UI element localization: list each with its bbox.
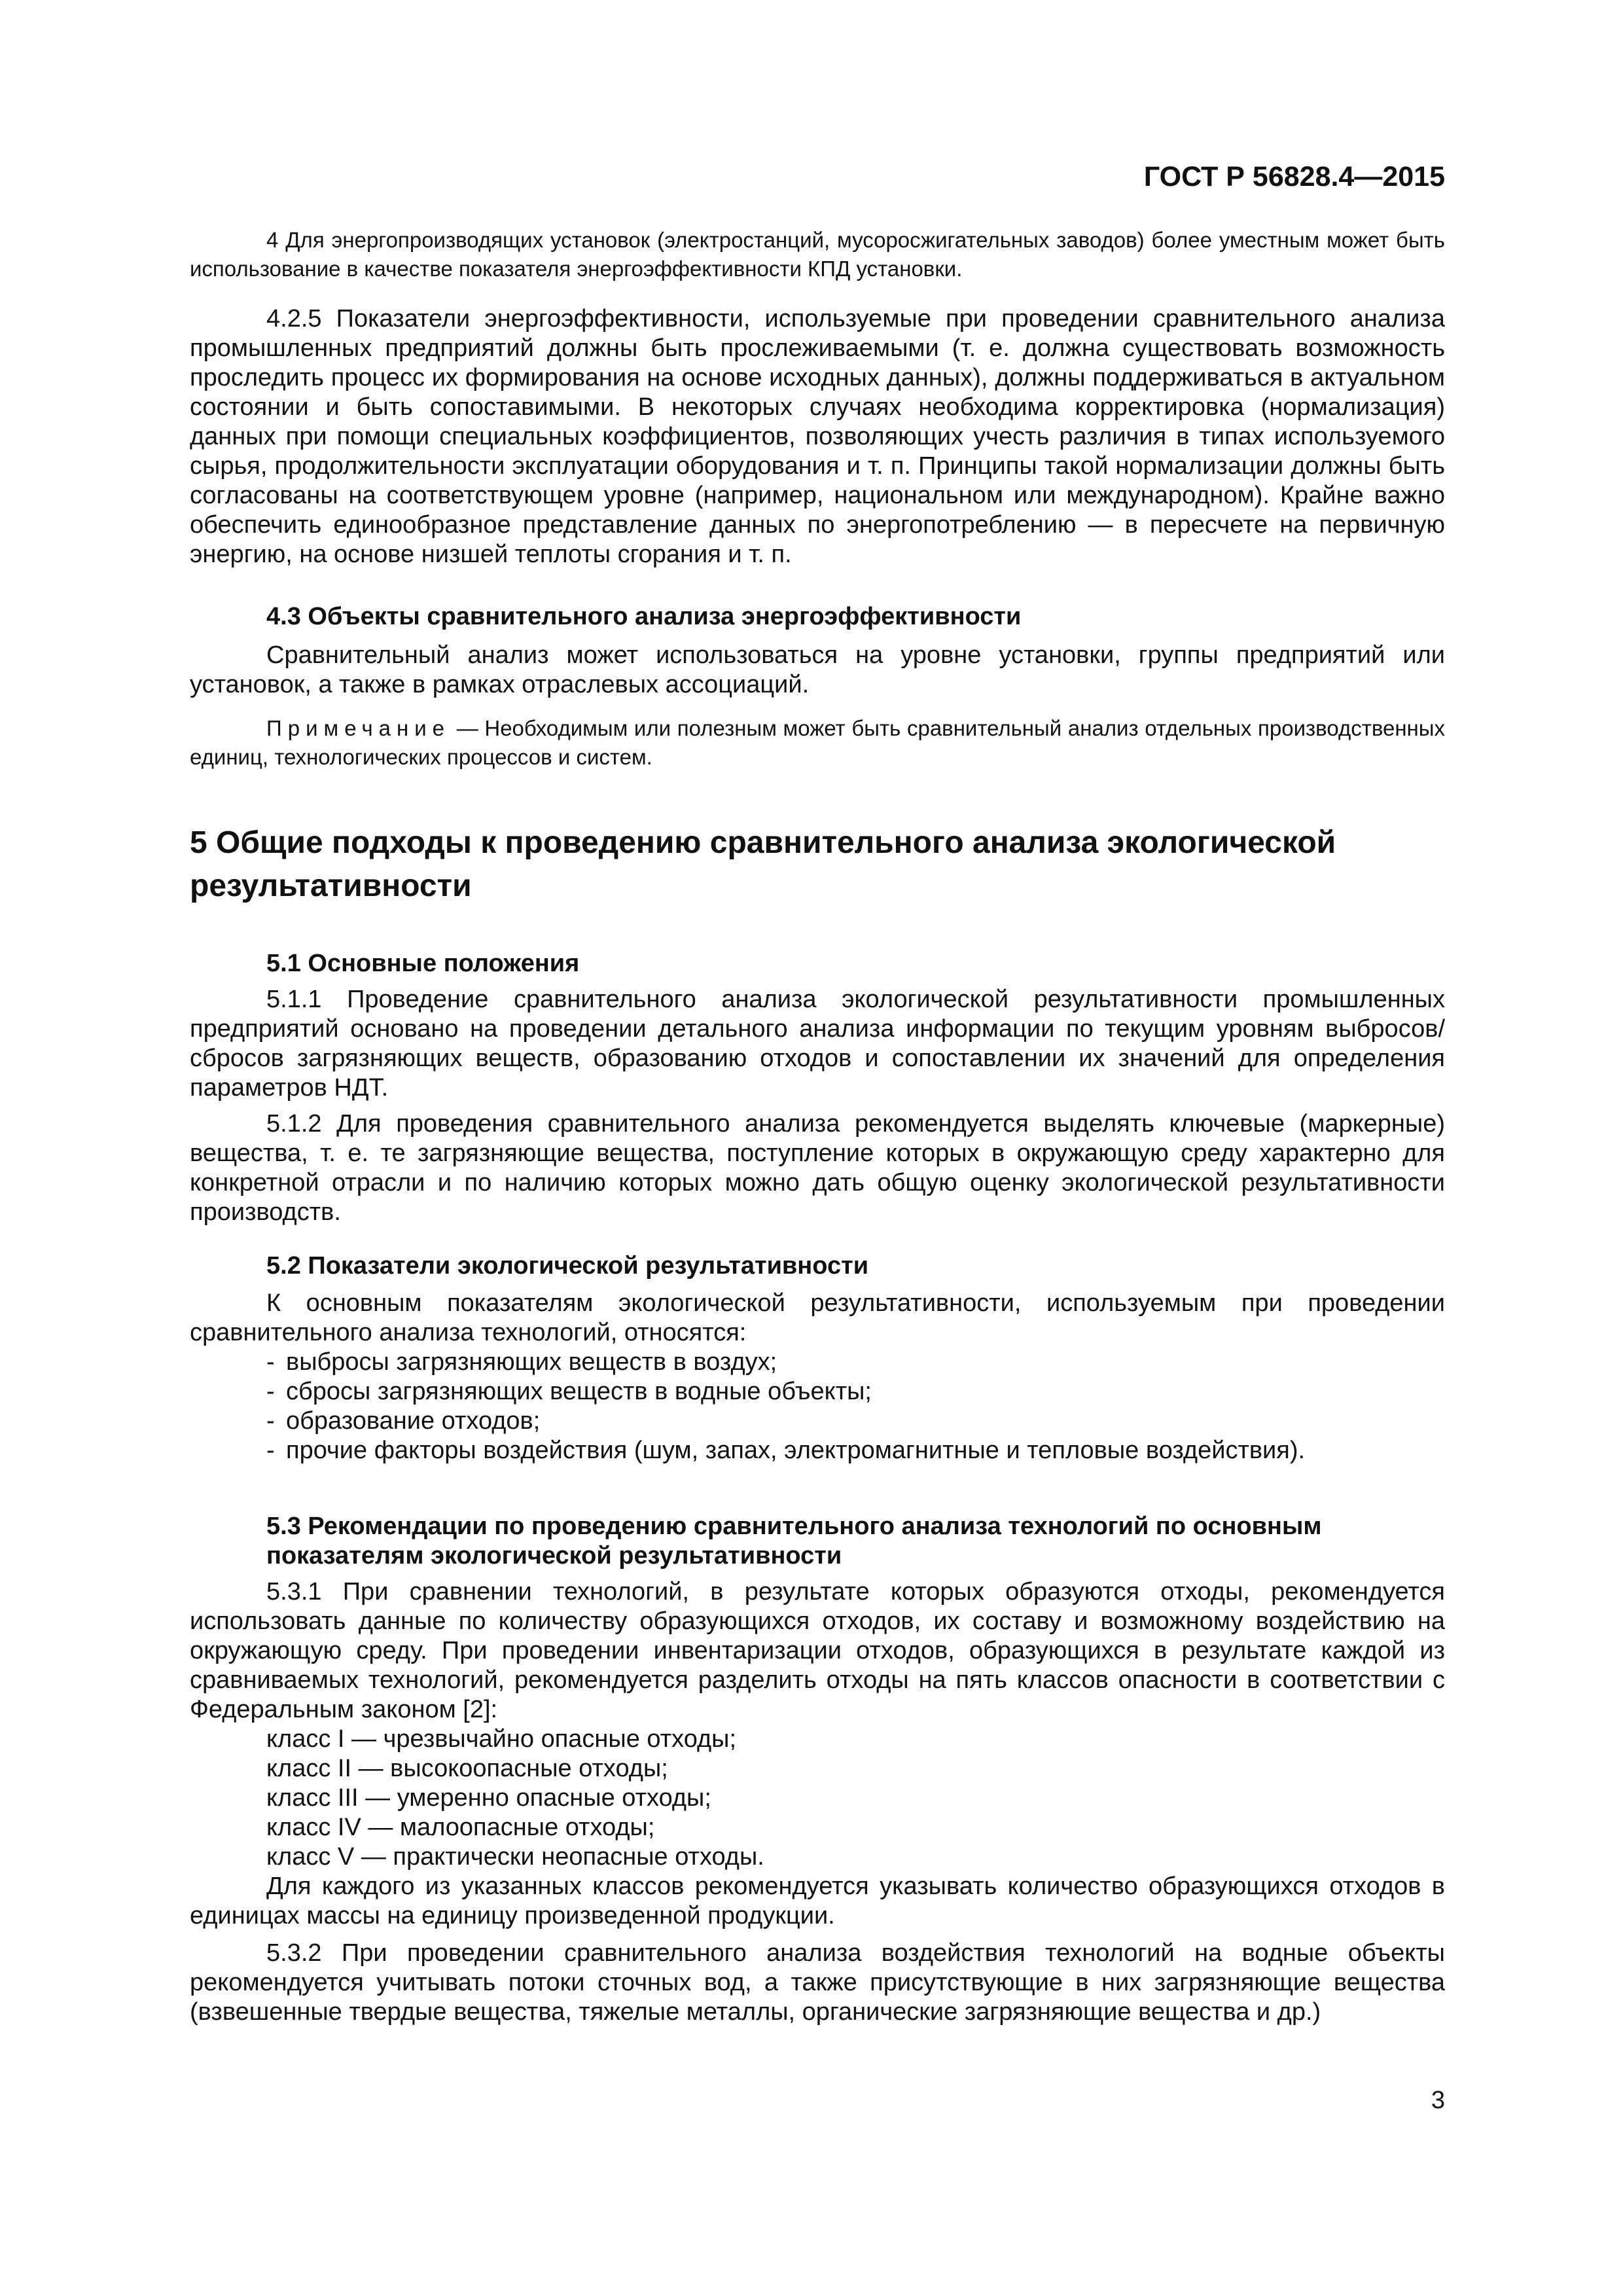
paragraph-5-3-1: 5.3.1 При сравнении технологий, в результате которых образуются отходы, рекомендуется использовать данные по количеству образующихся отходов, их составу и возможному воздействию на окружающую среду. При проведении инвентаризации отходов, образующихся в результате каждой из сравниваемых технологий, рекомендуется разделить отходы на пять классов опасности в соответствии с Федеральным законом [2]:	[190, 1578, 1445, 1723]
document-number-header: ГОСТ Р 56828.4—2015	[1143, 161, 1445, 192]
paragraph-5-1-1: 5.1.1 Проведение сравнительного анализа экологической результативности промышленных предприятий основано на проведении детального анализа информации по текущим уровням выбросов/сбросов загрязняющих веществ, образованию отходов и сопоставлении их значений для определения параметров НДТ.	[190, 986, 1445, 1102]
section-5	[190, 821, 1445, 908]
note-4-block	[190, 226, 1445, 283]
section-4-2-5	[190, 304, 1445, 569]
hazard-class-item: класс III — умеренно опасные отходы;	[266, 1784, 711, 1812]
paragraph-4-2-5: 4.2.5 Показатели энергоэффективности, используемые при проведении сравнительного анализа промышленных предприятий должны быть прослеживаемыми (т. е. должна существовать возможность проследить процесс их формирования на основе исходных данных), должны поддерживаться в актуальном состоянии и быть сопоставимыми. В некоторых случаях необходима корректировка (нормализация) данных при помощи специальных коэффициентов, позволяющих учесть различия в типах используемого сырья, продолжительности эксплуатации оборудования и т. п. Принципы такой нормализации должны быть согласованы на соответствующем уровне (например, национальном или международном). Крайне важно обеспечить единообразное представление данных по энергопотреблению — в пересчете на первичную энергию, на основе низшей теплоты сгорания и т. п.	[190, 305, 1445, 568]
list-marker: -	[266, 1437, 275, 1464]
hazard-class-item: класс II — высокоопасные отходы;	[266, 1755, 668, 1782]
list-marker: -	[266, 1348, 275, 1376]
list-item: - образование отходов;	[266, 1407, 541, 1435]
paragraph-5-1-2: 5.1.2 Для проведения сравнительного анализа рекомендуется выделять ключевые (маркерные) вещества, т. е. те загрязняющие вещества, поступление которых в окружающую среду характерно для конкретной отрасли и по наличию которых можно дать общую оценку экологической результативности производств.	[190, 1110, 1445, 1226]
list-item: - сбросы загрязняющих веществ в водные объекты;	[266, 1378, 872, 1405]
heading-5-2: 5.2 Показатели экологической результативности	[266, 1252, 869, 1280]
heading-5: 5 Общие подходы к проведению сравнительного анализа экологической результативности	[190, 825, 1336, 903]
note-4-3-text: — Необходимым или полезным может быть сравнительный анализ отдельных производственных единиц, технологических процессов и систем.	[190, 716, 1445, 769]
paragraph-5-3-2: 5.3.2 При проведении сравнительного анализа воздействия технологий на водные объекты рекомендуется учитывать потоки сточных вод, а также присутствующие в них загрязняющие вещества (взвешенные твердые вещества, тяжелые металлы, органические загрязняющие вещества и др.)	[190, 1939, 1445, 2026]
heading-5-1: 5.1 Основные положения	[266, 950, 580, 977]
hazard-class-item: класс I — чрезвычайно опасные отходы;	[266, 1725, 737, 1753]
section-5-1	[190, 949, 1445, 1227]
heading-5-3: 5.3 Рекомендации по проведению сравнительного анализа технологий по основным показателям экологической результативности	[266, 1513, 1322, 1570]
paragraph-5-2: К основным показателям экологической результативности, используемым при проведении сравнительного анализа технологий, относятся:	[190, 1289, 1445, 1346]
page-number: 3	[1431, 2087, 1445, 2114]
list-item: - выбросы загрязняющих веществ в воздух;	[266, 1348, 777, 1376]
list-marker: -	[266, 1407, 275, 1435]
section-4-3	[190, 602, 1445, 772]
note-4-text: 4 Для энергопроизводящих установок (электростанций, мусоросжигательных заводов) более уместным может быть использование в качестве показателя энергоэффективности КПД установки.	[190, 228, 1445, 281]
paragraph-4-3: Сравнительный анализ может использоваться на уровне установки, группы предприятий или установок, а также в рамках отраслевых ассоциаций.	[190, 641, 1445, 698]
section-5-2	[190, 1251, 1445, 1465]
hazard-class-item: класс V — практически неопасные отходы.	[266, 1843, 764, 1871]
note-label: Примечание	[266, 716, 451, 740]
list-item: - прочие факторы воздействия (шум, запах, электромагнитные и тепловые воздействия).	[266, 1437, 1306, 1464]
paragraph-5-3-1-continued: Для каждого из указанных классов рекомендуется указывать количество образующихся отходов в единицах массы на единицу произведенной продукции.	[190, 1873, 1445, 1929]
section-5-3	[190, 1512, 1445, 2027]
note-4-3	[190, 714, 1445, 772]
list-marker: -	[266, 1378, 275, 1405]
heading-4-3: 4.3 Объекты сравнительного анализа энергоэффективности	[266, 603, 1022, 630]
hazard-class-item: класс IV — малоопасные отходы;	[266, 1814, 655, 1841]
